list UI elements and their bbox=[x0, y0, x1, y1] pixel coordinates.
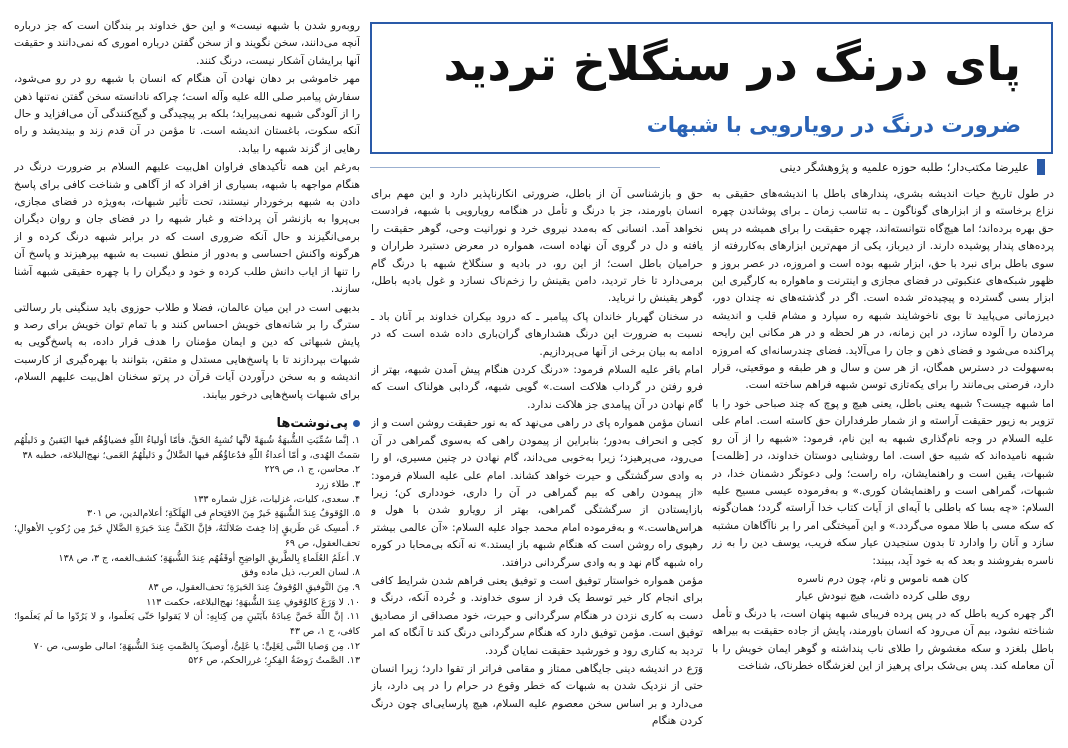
reference-item: ۱۲. مِن وَصایا النَّبی لِعَلِیٍّ: یا عَلِیُّ، أوصیکَ بِالصَّمتِ عِندَ الشُّبهَةِ؛ امالی طوسی، ص ۷۰ bbox=[33, 640, 360, 652]
paragraph: روبه‌رو شدن با شبهه نیست» و این حق خداوند بر بندگان است که جز درباره آنچه می‌دانند، سخن نگویند و از سخن گفتن درباره اموری که نمی‌دانند و حقیقت آنها برایشان آشکار نیست، درنگ کنند. bbox=[14, 20, 360, 67]
column-middle bbox=[371, 186, 703, 748]
references-heading bbox=[14, 414, 360, 434]
paragraph: مهر خاموشی بر دهان نهادن آن هنگام که انسان با شبهه رو در رو می‌شود، سفارش پیامبر صلی الله علیه وآله است؛ چراکه نادانسته سخن گفتن نه‌تنها ذهن را از آلودگی شبهه نمی‌پیراید؛ بلکه بر پیچیدگی و گیج‌کنندگی آن می‌افزاید و حال آنکه سکوت، باغستان اندیشه است. تا مؤمن در آن قدم زند و بیندیشد و راه رهایی از گزند شبهه را بیابد. bbox=[14, 73, 360, 155]
reference-item: ۴. سعدی، کلیات، غزلیات، غزل شماره ۱۳۳ bbox=[193, 493, 360, 505]
article-subtitle: ضرورت درنگ در رویارویی با شبهات bbox=[646, 113, 1021, 137]
column-left bbox=[14, 18, 360, 748]
poem-line: کان همه ناموس و نام، چون درم ناسره bbox=[797, 572, 969, 585]
reference-item: ۹. مِنَ التَّوفیقِ الوُقوفُ عِندَ الحَیرَةِ؛ تحف‌العقول، ص ۸۳ bbox=[148, 581, 360, 593]
reference-item: ۲. محاسن، ج ۱، ص ۲۲۹ bbox=[264, 464, 360, 476]
references-heading-label: پی‌نوشت‌ها bbox=[276, 415, 348, 431]
reference-item: ۷. أعلَمُ العُلَماءِ بِالطَّریقِ الواضِحِ أوقَفُهُم عِندَ الشُّبهَةِ؛ کشف‌الغمه، ج ۳، ص ۱۳۸ bbox=[58, 552, 360, 564]
article-title: پای درنگ در سنگلاخ تردید bbox=[443, 37, 1021, 91]
byline-row bbox=[370, 157, 1053, 179]
paragraph: امام باقر علیه السلام فرمود: «درنگ کردن هنگام پیش آمدن شبهه، بهتر از فرو رفتن در گرداب هلاکت است.» گویی شبهه، گردابی هولناک است که گام نهادن در آن پیامدی جز هلاکت ندارد. bbox=[371, 364, 703, 411]
reference-item: ۱. إنَّما سُمِّیَتِ الشُّبهَةُ شُبهَةً لأنَّها تُشبِهُ الحَقَّ، فأمّا أولیاءُ اللّهِ فضیاؤُهُم فیها الیَقینُ و دَلیلُهُم سَمتُ الهُدی، و أمّا أعداءُ اللّهِ فدُعاؤُهُم فیها الضَّلالُ و دَلیلُهُمُ العَمی؛ نهج‌البلاغه، خطبه ۳۸ bbox=[14, 434, 360, 461]
bullet-icon bbox=[353, 420, 360, 427]
paragraph: اگر چهره کریه باطل که در پس پرده فریبای شبهه پنهان است، با درنگ و تأمل شناخته نشود، بیم آن می‌رود که انسان باورمند، پایش از جاده حقیقت به بیراهه باطل بلغزد و سکه مغشوش را طلای ناب پنداشته و گوهر ایمان خویش را با آن معامله کند. پس بی‌شک برای پرهیز از این لغزشگاه خطرناک، شناخت bbox=[712, 607, 1054, 672]
author-byline: علیرضا مکتب‌دار؛ طلبه حوزه علمیه و پژوهشگر دینی bbox=[779, 160, 1029, 174]
paragraph: در سخنان گهربار خاندان پاک پیامبر ـ که درود بیکران خداوند بر آنان باد ـ نسبت به ضرورت این درنگ هشدارهای گران‌باری داده شده است که در ادامه به بیان برخی از آنها می‌پردازیم. bbox=[371, 310, 703, 358]
paragraph: حق و بازشناسی آن از باطل، ضرورتی انکارناپذیر دارد و این مهم برای انسان باورمند، جز با درنگ و تأمل در هنگامه رویارویی با شبهه، فرادست نخواهد آمد. انسانی که به‌مدد نیروی خرد و نورانیت وحی، گوهر حقیقت را یافته و دل در گروی آن نهاده است، همواره در معرض دستبرد طراران و حرامیان باطل است؛ از این رو، در بادیه و سنگلاخ شبهه با درنگ گام برمی‌دارد تا خار تردید، دامن یقینش را زخم‌ناک نسازد و غول بادیه باطل، گوهر یقینش را نرباید. bbox=[371, 188, 703, 305]
paragraph: وَرَع در اندیشه دینی جایگاهی ممتاز و مقامی فراتر از تقوا دارد؛ زیرا انسان حتی از نزدیک شدن به شبهات که خطر وقوع در حرام را در پی دارد، باز می‌دارد و بر اساس سخن معصوم علیه السلام، هیچ پارسایی‌ای چون درنگ کردن هنگام bbox=[371, 662, 703, 728]
reference-item: ۳. طلاء زرد bbox=[315, 479, 360, 491]
paragraph: بدیهی است در این میان عالمان، فضلا و طلاب حوزوی باید سنگینی بار رسالتی سترگ را بر شانه‌های خویش احساس کنند و با تمام توان خویش برای رصد و پایش شبهاتی که دین و ایمان مؤمنان را هدف قرار داده، به پاسخ‌گویی به شبهات بپردازند تا با پاسخ‌هایی مستدل و متقن، بتوانند با بهره‌گیری از کارسبت اندیشه و به سخن درآوردن آیات قرآن در پرتو سخنان اهل‌بیت علیهم السلام، برای شبهات پاسخ‌هایی درخور بیابند. bbox=[14, 301, 360, 401]
byline-divider bbox=[370, 167, 660, 168]
reference-item: ۱۳. الصَّمتُ رَوضَةُ الفِکرِ؛ غررالحکم، ص ۵۲۶ bbox=[188, 655, 360, 667]
column-right bbox=[712, 186, 1054, 748]
reference-item: ۶. أمسِک عَن طَریقٍ إذا خِفتَ ضَلالَتَهُ، فإنَّ الکَفَّ عِندَ حَیرَةِ الضَّلالِ خَیرٌ مِن رُکوبِ الأهوالِ؛ تحف‌العقول، ص ۶۹ bbox=[14, 523, 360, 549]
reference-item: ۵. الوُقوفُ عِندَ الشُّبهَةِ خَیرٌ مِنَ الاقتِحامِ فی الهَلَکَةِ؛ أعلام‌الدین، ص ۳۰۱ bbox=[87, 508, 360, 520]
paragraph: در طول تاریخ حیات اندیشه بشری، پندارهای باطل با اندیشه‌های حقیقی به نزاع برخاسته و از ابزارهای گوناگون ـ به تناسب زمان ـ برای پوشاندن چهره حق بهره برده‌اند؛ اما هیچ‌گاه نتوانسته‌اند، چهره حقیقت را برای همیشه در پس پرده‌های پندار پوشیده دارند. از دیرباز، یکی از مهم‌ترین ابزارهای به‌کاررفته از سوی باطل برای نبرد با حق، ابزار شبهه بوده است و امروزه، در عصر بروز و ظهور شبکه‌های عنکبوتی در فضای مجازی و اینترنت و ماهواره به کارگیری این ابزار بسی گسترده و پیچیده‌تر شده است. اگر در گذشته‌های نه چندان دور، دیرزمانی می‌پایید تا بوی ناخوشایند شبهه ره سپارد و مشام قلب و اندیشه مردمان را آلوده سازد، در این زمانه، در هر لحظه و در هر مکانی این رایحه پراکنده می‌شود و فضای ذهن و جان را می‌آلاید. فضای چندرسانه‌ای که امروزه به‌سهولت در دسترس همگان، از هر سن و سال و هر طبقه و موقعیتی، قرار دارد، فرصتی بی‌مانند را برای یکه‌تازی توسن شبهه فراهم ساخته است. bbox=[712, 188, 1054, 392]
paragraph: به‌رغم این همه تأکیدهای فراوان اهل‌بیت علیهم السلام بر ضرورت درنگ در هنگام مواجهه با شبهه، بسیاری از افراد که از آگاهی و شناخت کافی برای پاسخ دادن به شبهه برخوردار نیستند، تحت تأثیر شبهات، به‌ویژه در فضای مجازی، بی‌پروا به بازنشر آن پرداخته و غبار شبهه را در فضای جان و روان دیگران برمی‌انگیزند و حال آنکه ضروری است که در برابر شبهه درنگ کرده و از هرگونه واکنش احساسی و به‌دور از منطق نسبت به شبهه بپرهیزند و پاسخ آن را تنها از ایاب دانش طلب کرده و خود و دیگران را با چهره حقیقی شبهه آشنا سازند. bbox=[14, 161, 360, 296]
reference-item: ۱۱. إنَّ اللّهَ خَصَّ عِبادَهُ بآیَتَینِ مِن کِتابِهِ: أن لا یَقولوا حَتّی یَعلَموا، و لا یَرُدّوا ما لَم یَعلَموا؛ کافی، ج ۱، ص ۴۳ bbox=[14, 611, 360, 638]
byline-accent-bar bbox=[1037, 159, 1045, 175]
article-header bbox=[370, 22, 1053, 154]
paragraph: مؤمن همواره خواستار توفیق است و توفیق یعنی فراهم شدن شرایط کافی برای انجام کار خیر توسط یک فرد از سوی خداوند. و خُرده آنکه، درنگ و دست به کاری نزدن در هنگام سرگردانی و حیرت، خود مصداقی از مصادیق توفیق است. مؤمن توفیق دارد که هنگام سرگردانی درنگ کند تا آنگاه که امر تردید به کناری رود و خورشید حقیقت نمایان گردد. bbox=[371, 574, 703, 657]
poem-line: روی طلی کرده داشت، هیچ نبودش عیار bbox=[796, 590, 970, 603]
paragraph: انسان مؤمن همواره پای در راهی می‌نهد که به نور حقیقت روشن است و از کجی و انحراف به‌دور؛ بنابراین از پیمودن راهی که به‌سوی گمراهی در آن می‌رود، می‌پرهیزد؛ زیرا به‌خوبی می‌داند، گام نهادن در چنین مسیری، او را به وادی سرگشتگی و حیرت خواهد کشاند. امام علی علیه السلام فرمود: «از پیمودن راهی که بیم گمراهی در آن را داری، خودداری کن؛ زیرا بازایستادن از سرگشتگی گمراهی، بهتر از رویارو شدن با هول و هراس‌هاست.» و به‌فرموده امام محمد جواد علیه السلام: «آن عالمی بیشتر رهپوی راه روشن است که هنگام شبهه باز ایستد.» نه آنکه بی‌محابا در کوره راه شبهه گام نهد و به وادی سرگردانی درافتد. bbox=[371, 417, 703, 569]
reference-item: ۸. لسان العرب، ذیل ماده وفق bbox=[241, 567, 360, 579]
paragraph: اما شبهه چیست؟ شبهه یعنی باطل، یعنی هیچ و پوچ که چند صباحی خود را با تزویر به زیور حقیقت آراسته و از شمار طرفداران حق کاسته است. امام علی علیه السلام در وجه نام‌گذاری شبهه به این نام، فرمود: «شبهه را از آن رو شبهه نامیده‌اند که شبیه حق است. اما روشنایی دوستان خداوند، در [ظلمت] شبهات، یقین است و راهنمایشان، راه راست؛ ولی دعوتگر دشمنان خدا، در شبهات، گمراهی است و راهنمایشان کوری.» و به‌فرموده عیسی مسیح علیه السلام: «چه بسا که باطلی با آیه‌ای از آیات کتاب خدا آراسته گردد؛ همان‌گونه که سکه مسی با طلا مموه می‌گردد.» و این آمیختگی امر را بر ناآگاهان مشتبه سازد و آنان را وادارد تا بدون سنجیدن عیار سکه فریب، یوسف دین را به زر ناسره بفروشند و بعد که به خود آید، ببیند: bbox=[712, 397, 1054, 567]
reference-item: ۱۰. لا وَرَعَ کالوُقوفِ عِندَ الشُّبهَةِ؛ نهج‌البلاغه، حکمت ۱۱۳ bbox=[146, 596, 360, 608]
